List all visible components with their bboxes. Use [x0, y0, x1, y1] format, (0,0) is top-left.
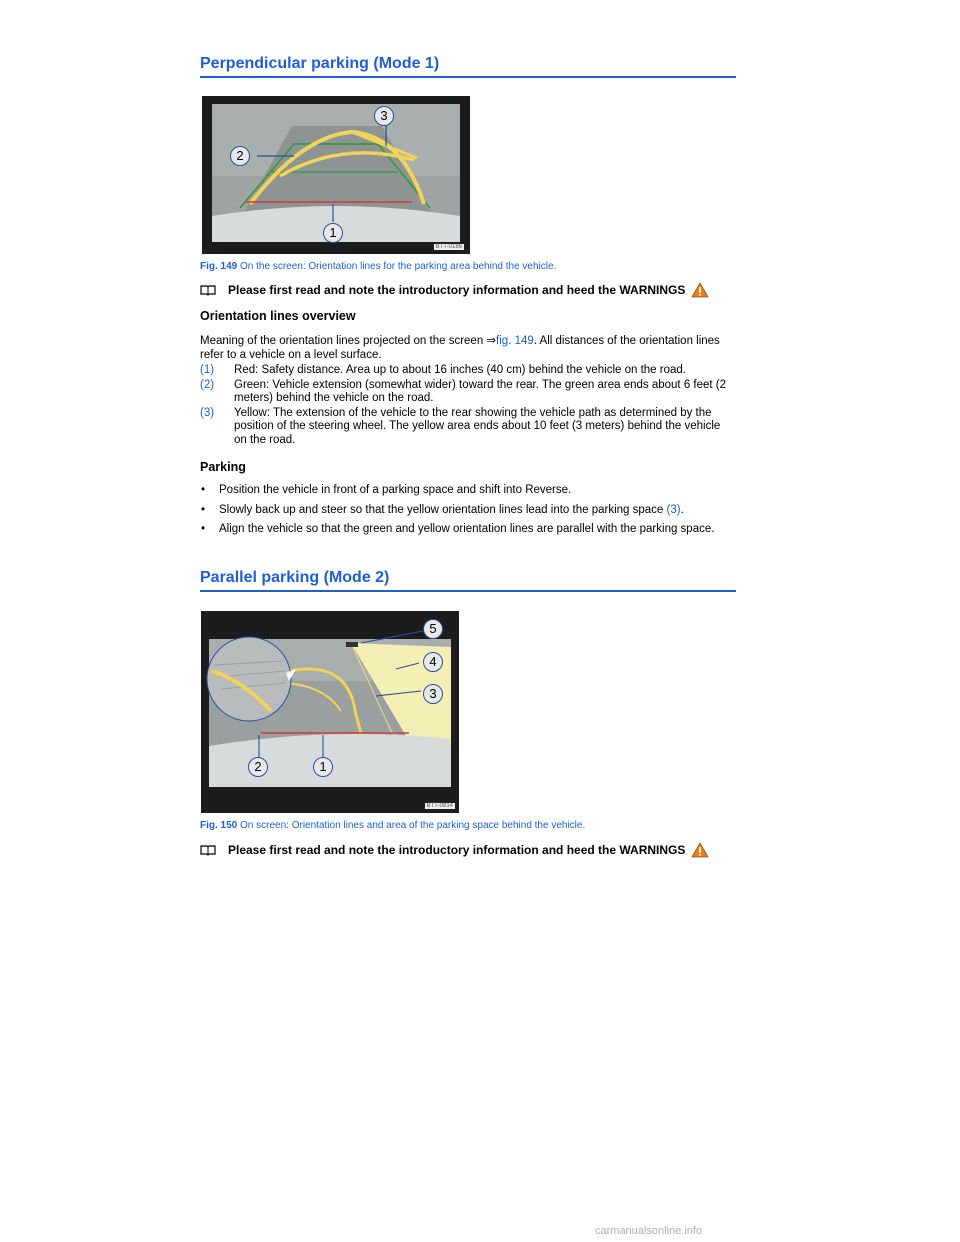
item-text: Green: Vehicle extension (somewhat wider) toward the rear. The green area ends about 6 feet (2 meters) behind the vehicle on the road.	[234, 378, 727, 404]
bullet-text: Slowly back up and steer so that the yellow orientation lines lead into the parking space	[219, 503, 667, 516]
callout-1: 1	[323, 223, 343, 243]
parking-heading: Parking	[200, 460, 246, 474]
orientation-lines-list	[200, 364, 736, 447]
item-number: (2)	[200, 378, 215, 391]
callout-5: 5	[423, 619, 443, 639]
callout-1: 1	[313, 757, 333, 777]
list-item	[200, 484, 736, 498]
caption-number: Fig. 149	[200, 261, 238, 272]
note-read-warnings	[200, 282, 709, 298]
list-item	[200, 379, 736, 406]
callout-3: 3	[374, 106, 394, 126]
item-number: (3)	[200, 406, 215, 419]
note-text: Please first read and note the introductory information and heed the WARNINGS	[228, 283, 686, 297]
figure-150	[201, 611, 459, 813]
note-text: Please first read and note the introductory information and heed the WARNINGS	[228, 843, 686, 857]
list-item	[200, 407, 736, 448]
watermark: carmanualsonline.info	[595, 1225, 703, 1237]
overview-intro-text: Meaning of the orientation lines projected on the screen ⇒	[200, 335, 497, 347]
section-title-perpendicular: Perpendicular parking (Mode 1)	[200, 55, 736, 78]
bullet-text: Position the vehicle in front of a parking space and shift into Reverse.	[219, 484, 572, 496]
overview-heading: Orientation lines overview	[200, 309, 356, 323]
item-number: (1)	[200, 364, 215, 376]
list-item	[200, 504, 736, 518]
caption-text: On screen: Orientation lines and area of the parking space behind the vehicle.	[237, 820, 586, 831]
figure-149-caption	[200, 261, 556, 272]
bullet-dot: •	[201, 503, 206, 516]
bullet-text: Align the vehicle so that the green and yellow orientation lines are parallel with the parking space.	[219, 523, 715, 535]
callout-2: 2	[248, 757, 268, 777]
overview-intro-text-end: . All distances of the orientation lines refer to a vehicle on a level surface.	[200, 335, 720, 361]
figure-150-caption	[200, 820, 585, 831]
caption-number: Fig. 150	[200, 820, 238, 831]
figure-150-illustration	[201, 611, 459, 813]
fig-149-link[interactable]: fig. 149	[496, 335, 534, 347]
list-item	[200, 364, 736, 378]
item-text: Yellow: The extension of the vehicle to the rear showing the vehicle path as determined by the position of the steering wheel. The yellow area ends about 10 feet (3 meters) behind the vehicle on the road.	[234, 406, 721, 446]
caption-text: On the screen: Orientation lines for the parking area behind the vehicle.	[237, 261, 557, 272]
book-icon	[200, 844, 216, 856]
warning-triangle-icon	[691, 282, 709, 298]
list-item	[200, 523, 736, 537]
figure-code: BTT-0186	[435, 244, 462, 250]
figure-149	[202, 96, 470, 254]
overview-intro	[200, 335, 720, 362]
bullet-dot: •	[201, 523, 206, 535]
parking-steps	[200, 484, 736, 537]
callout-2: 2	[230, 146, 250, 166]
callout-3: 3	[423, 684, 443, 704]
callout-4: 4	[423, 652, 443, 672]
callout-ref-3: (3)	[666, 503, 681, 516]
note-read-warnings	[200, 842, 709, 858]
bullet-tail: .	[680, 503, 684, 516]
book-icon	[200, 284, 216, 296]
warning-triangle-icon	[691, 842, 709, 858]
item-text: Red: Safety distance. Area up to about 16 inches (40 cm) behind the vehicle on the road.	[234, 364, 686, 376]
figure-code: BTT-0814	[426, 803, 453, 809]
section-title-parallel: Parallel parking (Mode 2)	[200, 569, 736, 592]
bullet-dot: •	[201, 484, 206, 496]
